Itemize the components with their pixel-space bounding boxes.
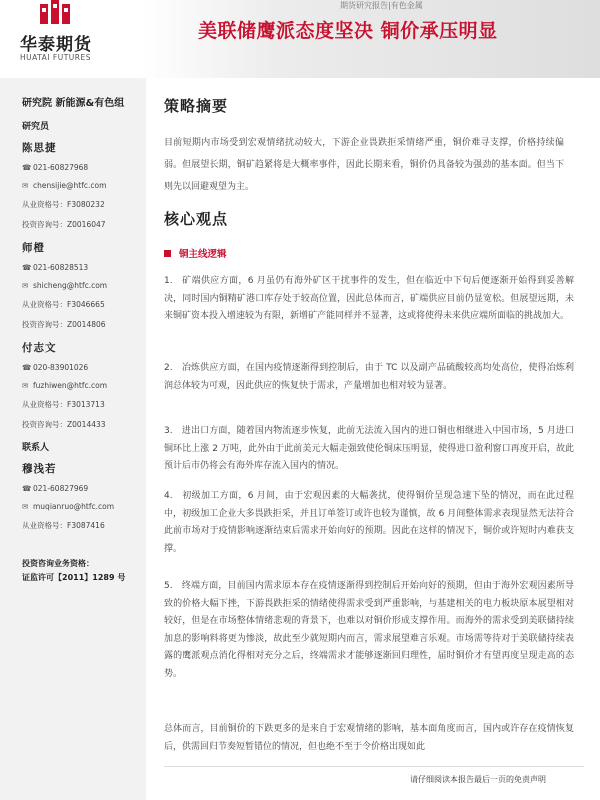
primary-processing-paragraph: 4. 初级加工方面，6 月间，由于宏观因素的大幅袭扰，使得铜价呈现急速下坠的情况，而在此过程中，初级加工企业大多畏跌拒采，并且订单签订或许也较为谨慎，故 6 月间整体需求表现显然无法符合此前市场对于疫情影响逐渐结束后需求开始向好的预期。因此在这样的情况下，铜价或许短时内难获支撑。 (164, 491, 574, 554)
logo-english-name: HUATAI FUTURES (20, 53, 91, 62)
analyst-invest-number: 投资咨询号：Z0014806 (22, 320, 106, 329)
contact-phone: 021-60827969 (33, 484, 89, 493)
disclaimer-footer: 请仔细阅读本报告最后一页的免责声明 (410, 775, 546, 784)
logo-mark-icon (38, 0, 72, 26)
analyst-qualification: 从业资格号：F3080232 (22, 200, 105, 209)
analyst-name: 师橙 (22, 242, 45, 254)
contact-card (22, 440, 146, 531)
analyst-qualification: 从业资格号：F3046665 (22, 300, 105, 309)
report-body (164, 78, 584, 800)
analyst-phone: 021-60828513 (33, 263, 89, 272)
subheading-label: 铜主线逻辑 (179, 249, 227, 260)
analyst-email[interactable]: fuzhiwen@htfc.com (33, 381, 108, 390)
strategy-summary-text: 目前短期内市场受到宏观情绪扰动较大，下游企业畏跌拒采情绪严重，铜价难寻支撑，价格持续偏弱。但展望长期，铜矿趋紧将是大概率事件，因此长期来看，铜价仍具备较为强劲的基本面。但当下则先以回避观望为主。 (164, 138, 564, 192)
contact-qualification: 从业资格号：F3087416 (22, 521, 105, 530)
analyst-email[interactable]: chensijie@htfc.com (33, 181, 107, 190)
phone-icon: ☎ (22, 484, 32, 493)
investment-qualification (22, 557, 146, 585)
author-sidebar (0, 78, 146, 800)
contact-email[interactable]: muqianruo@htfc.com (33, 502, 115, 511)
email-icon: ✉ (22, 381, 29, 390)
core-views-heading: 核心观点 (164, 210, 229, 228)
analyst-phone: 020-83901026 (33, 363, 89, 372)
strategy-summary-heading: 策略摘要 (164, 97, 229, 115)
smelting-supply-paragraph: 2. 冶炼供应方面，在国内疫情逐渐得到控制后，由于 TC 以及副产品硫酸较高均处高位，使得冶炼利润总体较为可观，因此供应的恢复快于需求，产量增加也相对较为显著。 (164, 363, 574, 391)
mine-supply-paragraph: 1. 矿端供应方面，6 月虽仍有海外矿区干扰事件的发生，但在临近中下旬后便逐渐开始得到妥善解决，同时国内铜精矿港口库存处于较高位置，因此总体而言，矿端供应目前仍显宽松。但展望远期，未来铜矿资本投入增速较为有限，新增矿产能同样并不显著，这或将使得未来供应端所面临的挑战加大。 (164, 276, 574, 321)
phone-icon: ☎ (22, 363, 32, 372)
copper-logic-subheading (164, 246, 227, 260)
email-icon: ✉ (22, 181, 29, 190)
qualification-label: 投资咨询业务资格： (22, 559, 94, 568)
analyst-invest-number: 投资咨询号：Z0016047 (22, 220, 106, 229)
overall-conclusion-paragraph: 总体而言，目前铜价的下跌更多的是来自于宏观情绪的影响，基本面角度而言，国内或许存在疫情恢复后，供需回归节奏短暂错位的情况，但也绝不至于令价格出现如此 (164, 724, 574, 752)
contact-name: 穆浅若 (22, 463, 57, 475)
footer-divider (164, 766, 584, 767)
logo-chinese-name: 华泰期货 (20, 35, 92, 55)
analyst-name: 陈思捷 (22, 142, 57, 154)
report-type-line: 期货研究报告|有色金属 (340, 1, 423, 10)
email-icon: ✉ (22, 502, 29, 511)
report-title: 美联储鹰派态度坚决 铜价承压明显 (198, 20, 498, 42)
end-demand-paragraph: 5. 终端方面，目前国内需求原本存在疫情逐渐得到控制后开始向好的预期，但由于海外宏观因素所导致的价格大幅下挫，下游畏跌拒采的情绪使得需求受到严重影响，与基建相关的电力板块原本展望相对较好，但是在市场整体情绪悲观的背景下，也难以对铜价形成支撑作用。而海外的需求受到美联储持续加息的影响料将更为惨淡，故此至少就短期内而言，需求展望难言乐观。市场需等待对于美联储持续表露的鹰派观点消化得相对充分之后，终端需求才能够逐渐回归理性，届时铜价才有望再度呈现走高的态势。 (164, 581, 574, 679)
huatai-logo (14, 0, 104, 70)
analyst-card (22, 140, 146, 230)
bullet-square-icon (164, 250, 171, 257)
analyst-name: 付志文 (22, 342, 57, 354)
phone-icon: ☎ (22, 263, 32, 272)
license-number: 证监许可【2011】1289 号 (22, 573, 126, 582)
analyst-invest-number: 投资咨询号：Z0014433 (22, 420, 106, 429)
analyst-card (22, 240, 146, 330)
email-icon: ✉ (22, 281, 29, 290)
report-header (0, 0, 600, 78)
analyst-email[interactable]: shicheng@htfc.com (33, 281, 108, 290)
import-export-paragraph: 3. 进出口方面，随着国内物流逐步恢复，此前无法流入国内的进口铜也相继进入中国市场，5 月进口铜环比上涨 2 万吨，此外由于此前美元大幅走强致使伦铜床压明显，使得进口盈利窗口再度开启，故此预计后市仍将会有海外库存流入国内的情况。 (164, 426, 574, 471)
department: 研究院 新能源&有色组 (22, 98, 125, 109)
analyst-card (22, 340, 146, 430)
analyst-phone: 021-60827968 (33, 163, 89, 172)
analyst-qualification: 从业资格号：F3013713 (22, 400, 105, 409)
researchers-label: 研究员 (22, 122, 50, 132)
phone-icon: ☎ (22, 163, 32, 172)
contact-label: 联系人 (22, 443, 50, 453)
